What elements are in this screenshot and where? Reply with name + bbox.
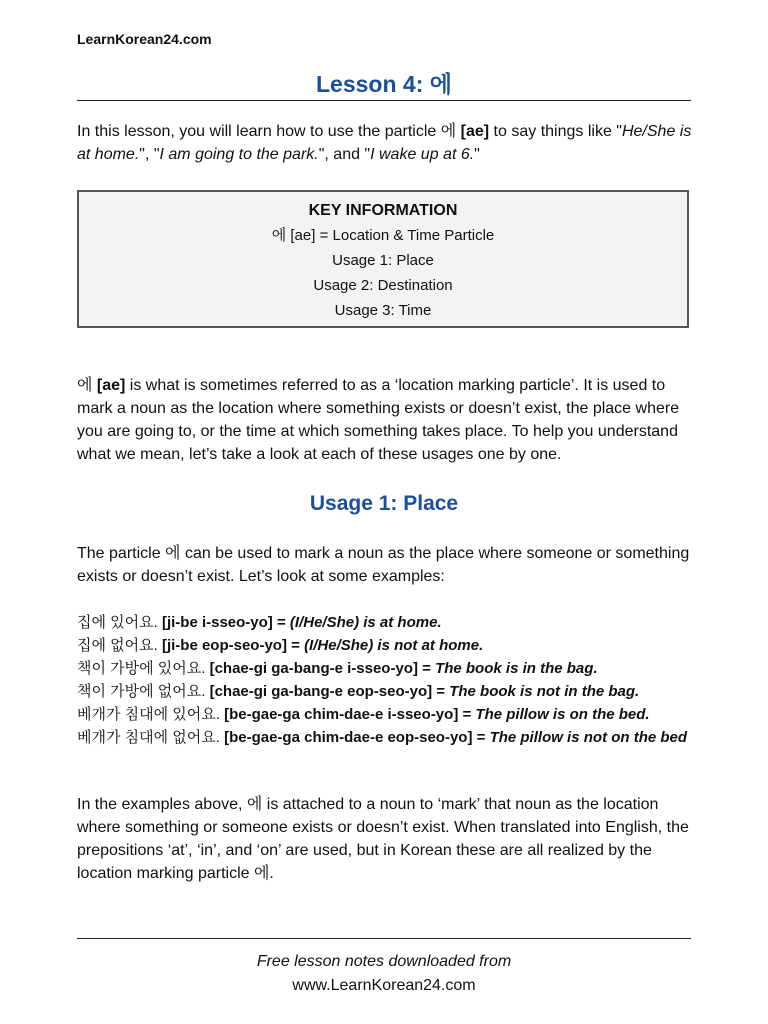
intro-example-3: I wake up at 6. [370, 146, 475, 163]
example-english: The pillow is not on the bed [489, 729, 688, 746]
para2-text-2: is what is sometimes referred to as a ‘location marking particle’. It is used to mark a noun as the location where something exists or doesn’t exist, the place where you are going to, or the time at which something takes place. To help you understand what we mean, let’s take a look at each of these usages one by one. [77, 377, 680, 463]
para2-text-1: 에 [77, 377, 97, 394]
example-row [77, 703, 697, 726]
example-english: (I/He/She) is at home. [289, 614, 442, 631]
usage-1-intro: The particle 에 can be used to mark a noun as the place where someone or something exists or doesn’t exist. Let’s look at some examples: [77, 545, 690, 585]
para2-romanization: [ae] [96, 377, 126, 394]
example-korean: 베개가 침대에 없어요. [77, 729, 225, 746]
example-row [77, 726, 697, 749]
footer-divider [77, 938, 691, 939]
footer-note: Free lesson notes downloaded from [256, 953, 512, 970]
intro-text-5: " [474, 146, 480, 163]
lesson-title: Lesson 4: 에 [316, 71, 452, 97]
key-information-heading: KEY INFORMATION [308, 202, 458, 219]
title-divider [77, 100, 691, 101]
example-english: (I/He/She) is not at home. [304, 637, 484, 654]
key-info-line: Usage 2: Destination [313, 277, 453, 294]
examples-list [77, 611, 697, 749]
example-romanization: [be-gae-ga chim-dae-e eop-seo-yo] = [224, 729, 490, 746]
intro-text-2: to say things like " [489, 123, 622, 140]
footer-link[interactable]: www.LearnKorean24.com [292, 977, 476, 994]
explanation-paragraph [77, 374, 697, 466]
example-row [77, 634, 697, 657]
example-english: The book is not in the bag. [449, 683, 640, 700]
intro-romanization: [ae] [460, 123, 490, 140]
key-info-line: Usage 3: Time [334, 302, 432, 319]
footer [77, 950, 691, 998]
usage-1-explanation: In the examples above, 에 is attached to a noun to ‘mark’ that noun as the location where something or someone exists or doesn’t exist. When translated into English, the prepositions ‘at’, ‘in’, and ‘on’ are used, but in Korean these are all realized by the location marking particle 에. [77, 796, 689, 882]
example-row [77, 657, 697, 680]
example-romanization: [ji-be eop-seo-yo] = [161, 637, 305, 654]
example-row [77, 680, 697, 703]
example-romanization: [chae-gi ga-bang-e eop-seo-yo] = [209, 683, 450, 700]
example-romanization: [be-gae-ga chim-dae-e i-sseo-yo] = [224, 706, 476, 723]
example-korean: 책이 가방에 없어요. [77, 683, 210, 700]
intro-example-1: He/She is at home. [77, 123, 692, 163]
key-info-line: Usage 1: Place [332, 252, 434, 269]
intro-paragraph [77, 120, 697, 166]
usage-1-heading: Usage 1: Place [309, 492, 459, 515]
key-info-line: 에 [ae] = Location & Time Particle [271, 227, 495, 244]
example-english: The book is in the bag. [435, 660, 598, 677]
example-romanization: [chae-gi ga-bang-e i-sseo-yo] = [209, 660, 436, 677]
intro-example-2: I am going to the park. [159, 146, 319, 163]
example-korean: 책이 가방에 있어요. [77, 660, 210, 677]
example-row [77, 611, 697, 634]
example-korean: 집에 없어요. [77, 637, 162, 654]
key-information-box [77, 190, 689, 328]
intro-text-4: ", and " [318, 146, 371, 163]
example-korean: 집에 있어요. [77, 614, 162, 631]
intro-text-1: In this lesson, you will learn how to use the particle 에 [77, 123, 461, 140]
site-name: LearnKorean24.com [77, 31, 212, 47]
example-romanization: [ji-be i-sseo-yo] = [161, 614, 290, 631]
example-english: The pillow is on the bed. [475, 706, 650, 723]
example-korean: 베개가 침대에 있어요. [77, 706, 225, 723]
intro-text-3: ", " [139, 146, 160, 163]
